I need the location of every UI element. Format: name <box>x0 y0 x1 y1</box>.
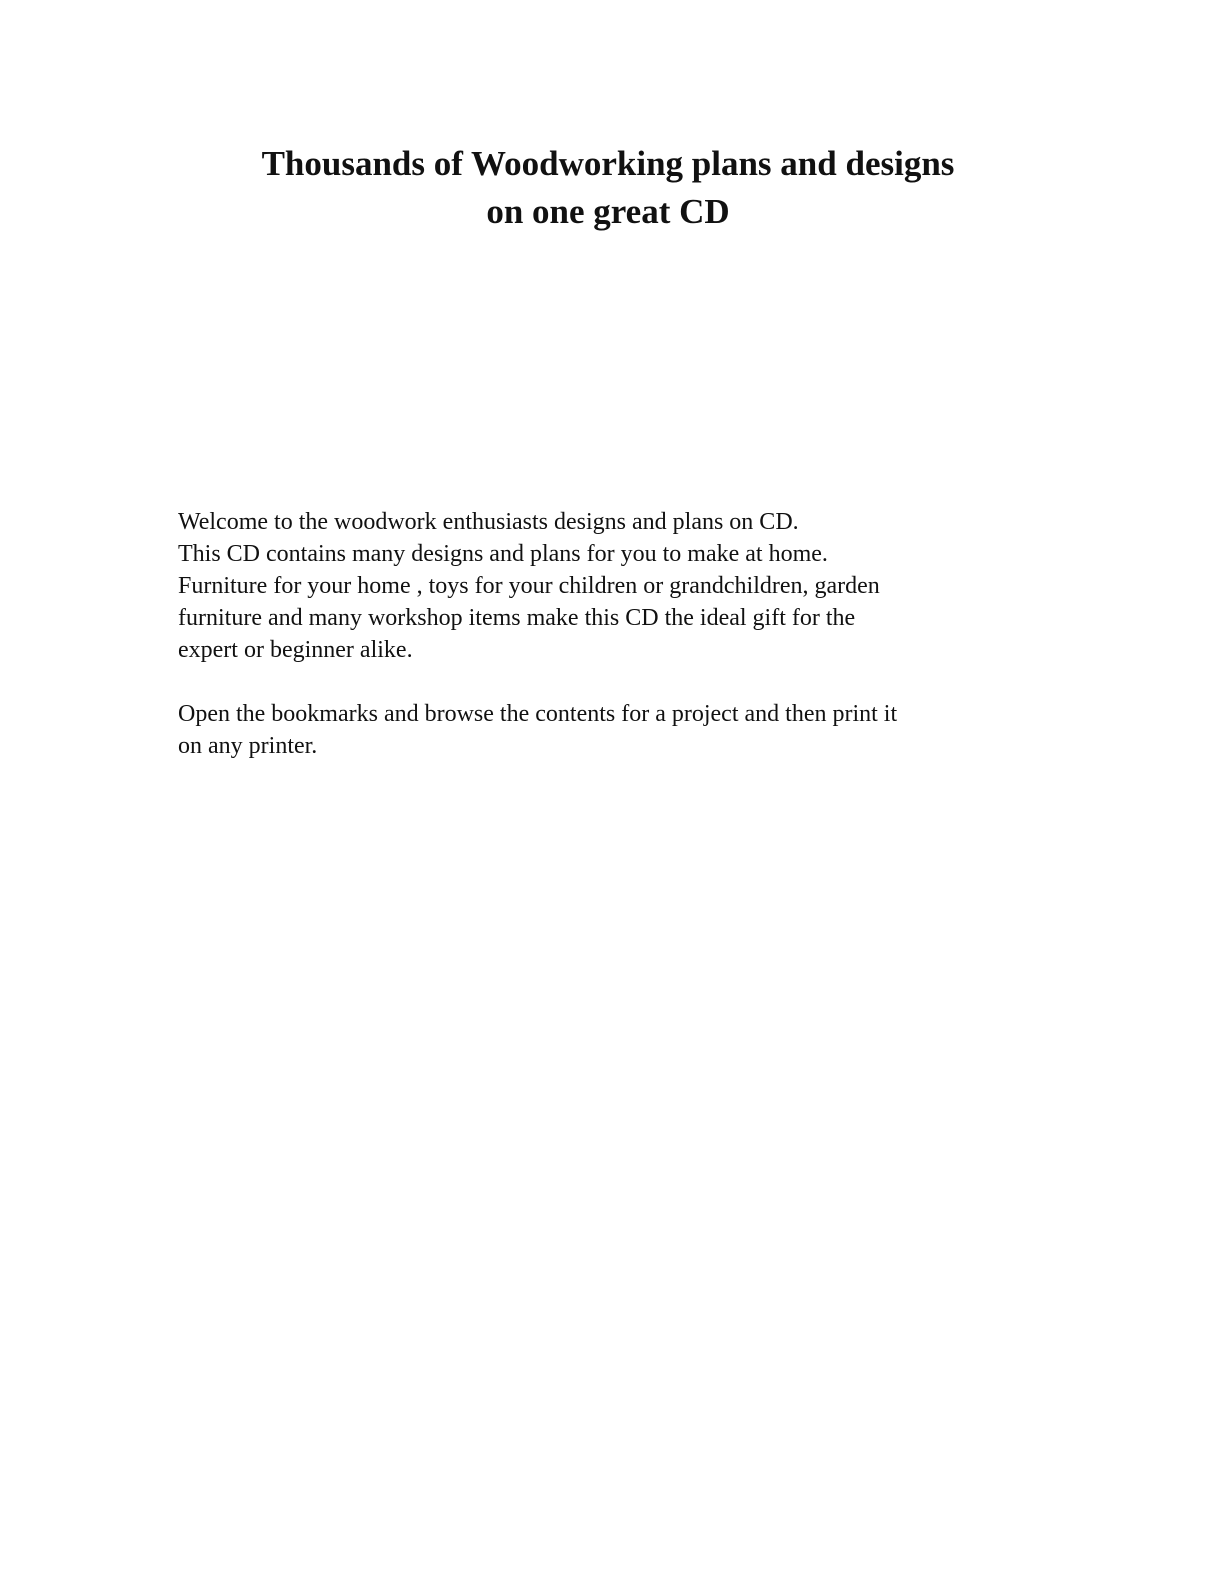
paragraph-intro <box>178 506 1078 666</box>
text-line: Furniture for your home , toys for your children or grandchildren, garden <box>178 573 880 599</box>
text-line: furniture and many workshop items make this CD the ideal gift for the <box>178 605 856 631</box>
text-line: Welcome to the woodwork enthusiasts designs and plans on CD. <box>178 509 799 535</box>
text-line: Open the bookmarks and browse the contents for a project and then print it <box>178 701 898 727</box>
paragraph-instructions <box>178 698 1078 762</box>
title-line: on one great CD <box>486 192 730 231</box>
text-line: This CD contains many designs and plans for you to make at home. <box>178 541 828 567</box>
text-line: expert or beginner alike. <box>178 637 413 663</box>
body-text <box>178 506 1078 762</box>
page-title <box>0 140 1216 236</box>
text-line: on any printer. <box>178 733 318 759</box>
title-line: Thousands of Woodworking plans and designs <box>261 144 955 183</box>
